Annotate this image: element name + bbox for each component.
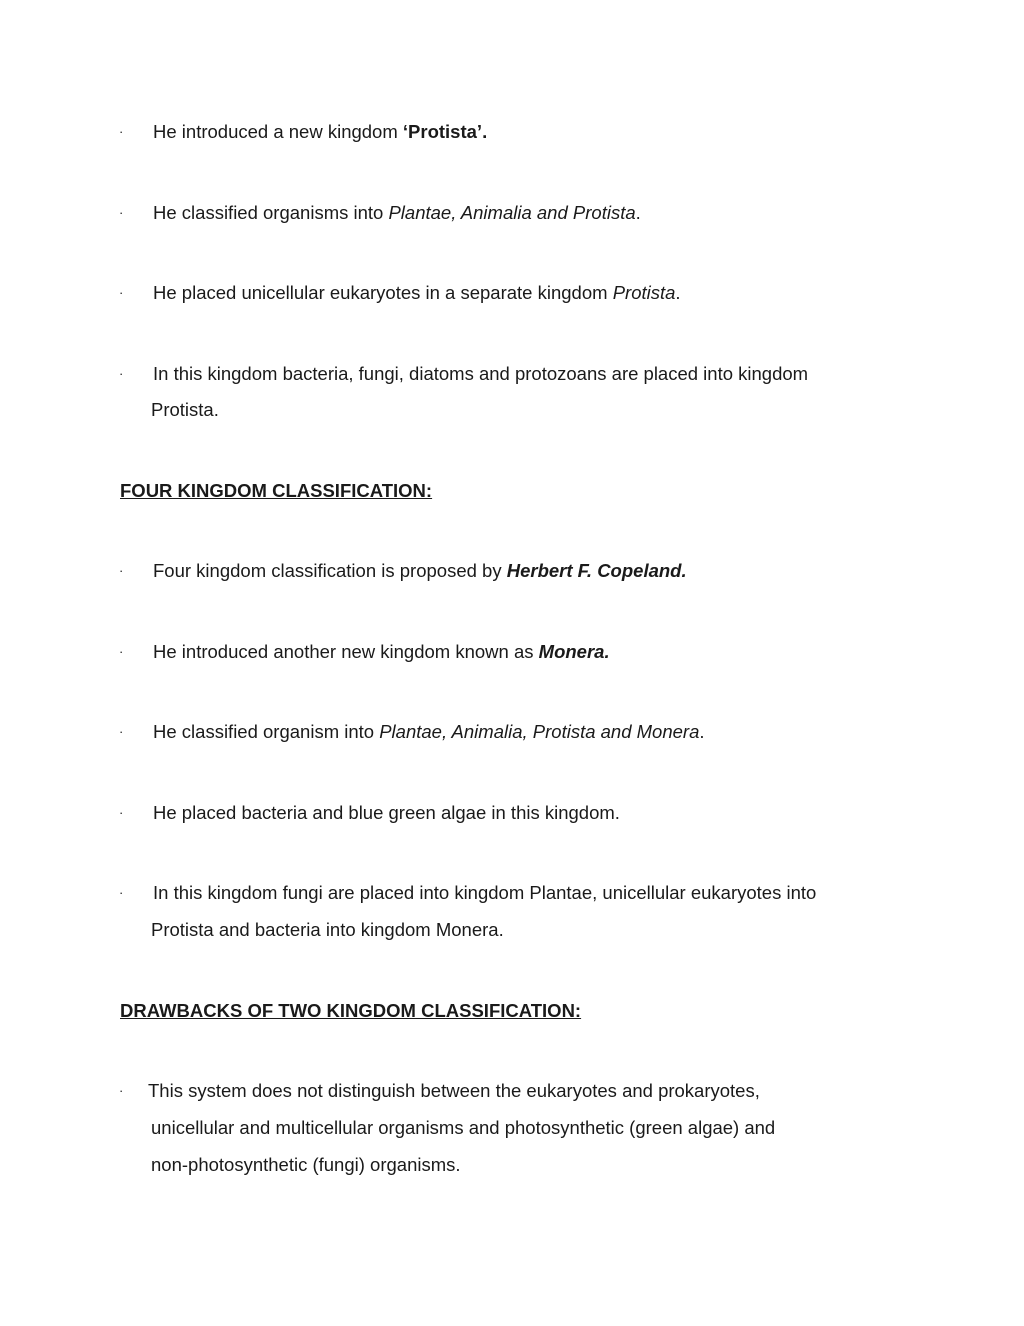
- bullet-item-line3: non-photosynthetic (fungi) organisms.: [151, 1154, 461, 1175]
- item-emphasis: Monera.: [538, 641, 610, 662]
- bullet-item-line1: In this kingdom bacteria, fungi, diatoms and protozoans are placed into kingdom: [153, 363, 809, 384]
- item-text-end: .: [675, 282, 681, 303]
- bullet-glyph: ·: [119, 885, 124, 900]
- item-text: He introduced another new kingdom known as: [153, 641, 539, 662]
- item-text: He placed unicellular eukaryotes in a separate kingdom: [153, 282, 613, 303]
- item-text-end: .: [635, 202, 641, 223]
- section-heading-four-kingdom: FOUR KINGDOM CLASSIFICATION:: [120, 480, 433, 501]
- bullet-item-line1: In this kingdom fungi are placed into kingdom Plantae, unicellular eukaryotes into: [153, 882, 817, 903]
- item-emphasis: Protista: [612, 282, 676, 303]
- bullet-item: He placed bacteria and blue green algae in this kingdom.: [153, 802, 620, 823]
- bullet-glyph: ·: [119, 805, 124, 820]
- bullet-item-line1: This system does not distinguish between the eukaryotes and prokaryotes,: [148, 1080, 760, 1101]
- bullet-glyph: ·: [119, 366, 124, 381]
- bullet-item-line2: unicellular and multicellular organisms and photosynthetic (green algae) and: [151, 1117, 776, 1138]
- bullet-item: [153, 281, 681, 305]
- bullet-glyph: ·: [119, 563, 124, 578]
- item-emphasis: ‘Protista’.: [402, 121, 488, 142]
- bullet-glyph: ·: [119, 1083, 124, 1098]
- bullet-item: [153, 120, 487, 144]
- bullet-glyph: ·: [119, 205, 124, 220]
- item-emphasis: Herbert F. Copeland.: [506, 560, 687, 581]
- bullet-glyph: ·: [119, 644, 124, 659]
- item-emphasis: Plantae, Animalia, Protista and Monera: [379, 721, 700, 742]
- bullet-item-line2: Protista and bacteria into kingdom Monera.: [151, 919, 504, 940]
- item-emphasis: Plantae, Animalia and Protista: [388, 202, 636, 223]
- bullet-glyph: ·: [119, 285, 124, 300]
- item-text: He introduced a new kingdom: [153, 121, 403, 142]
- bullet-item: [153, 559, 687, 583]
- item-text: Four kingdom classification is proposed by: [153, 560, 507, 581]
- section-heading-drawbacks: DRAWBACKS OF TWO KINGDOM CLASSIFICATION:: [120, 1000, 582, 1021]
- item-text-end: .: [699, 721, 705, 742]
- item-text: He classified organism into: [153, 721, 380, 742]
- item-text: He classified organisms into: [153, 202, 389, 223]
- bullet-glyph: ·: [119, 724, 124, 739]
- bullet-item: [153, 720, 705, 744]
- bullet-glyph: ·: [119, 124, 124, 139]
- bullet-item: [153, 640, 610, 664]
- bullet-item: [153, 201, 641, 225]
- bullet-item-line2: Protista.: [151, 399, 219, 420]
